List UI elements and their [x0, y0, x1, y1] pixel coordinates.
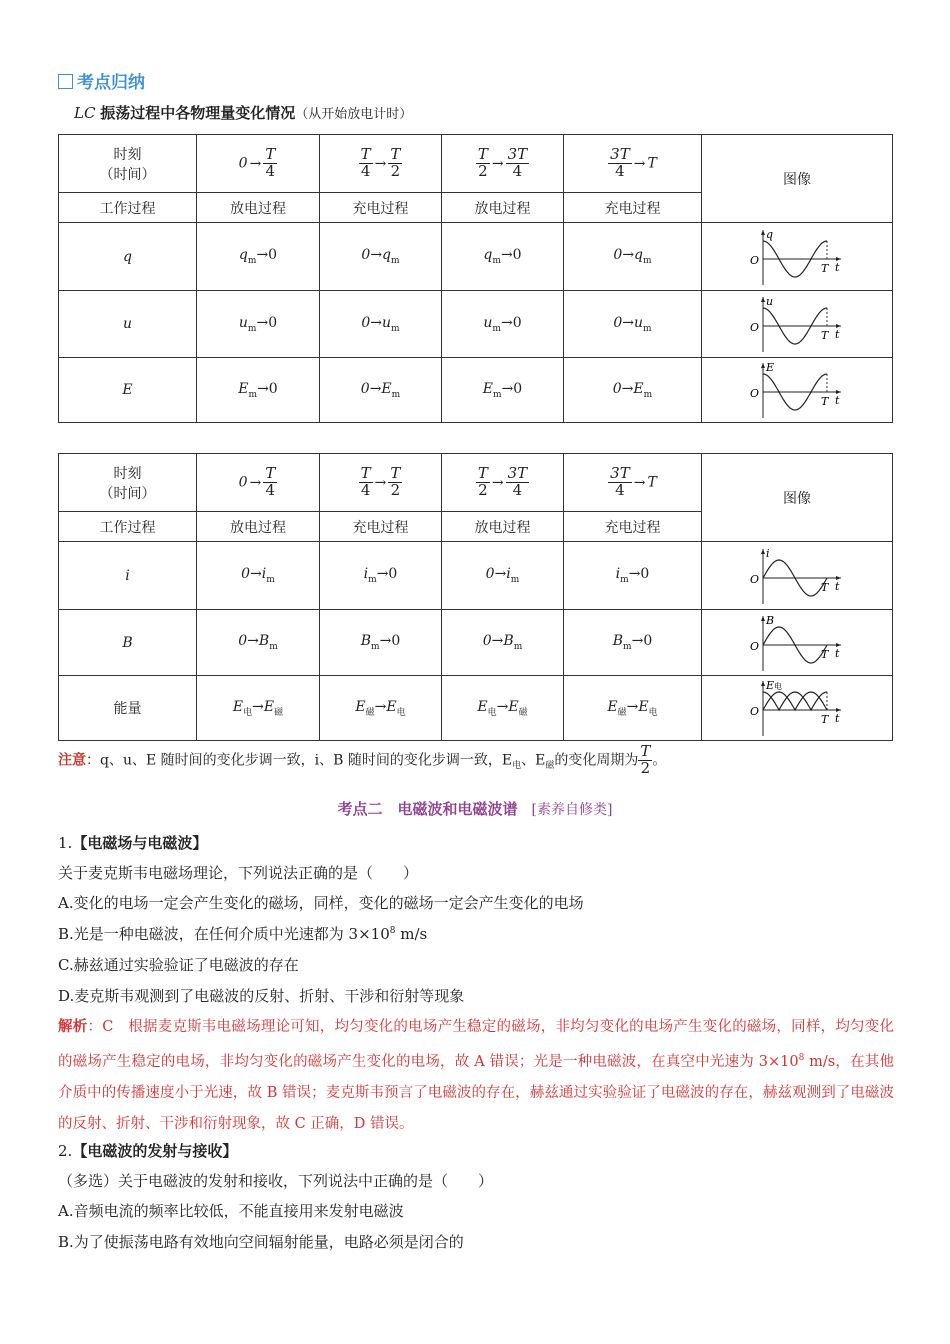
- svg-text:u: u: [766, 295, 774, 308]
- value-cell: $E_电\to E_磁$: [197, 676, 320, 741]
- process-cell: 放电过程: [442, 512, 564, 542]
- value-cell: $q_m\to 0$: [442, 223, 564, 291]
- value-cell: $0\to B_m$: [197, 610, 320, 676]
- interval-cell: $\frac{T}{4}$ → $\frac{T}{2}$: [320, 454, 442, 512]
- fraction: $\frac{T}{2}$: [390, 145, 401, 180]
- fraction: $\frac{T}{2}$: [477, 145, 488, 180]
- svg-text:B: B: [766, 613, 775, 627]
- value-cell: $u_m\to 0$: [197, 291, 320, 358]
- svg-text:t: t: [835, 260, 840, 274]
- value-cell: $q_m\to 0$: [197, 223, 320, 291]
- section-heading: 考点归纳: [58, 68, 145, 93]
- svg-text:E: E: [766, 361, 775, 374]
- svg-text:T: T: [821, 647, 829, 661]
- process-cell: 充电过程: [564, 193, 702, 223]
- process-cell: 充电过程: [564, 512, 702, 542]
- value-cell: $0\to u_m$: [320, 291, 442, 358]
- svg-text:O: O: [750, 253, 760, 267]
- process-cell: 放电过程: [197, 512, 320, 542]
- fraction: $\frac{T}{4}$: [360, 464, 371, 499]
- svg-text:T: T: [821, 329, 829, 342]
- q1-option-d: D.麦克斯韦观测到了电磁波的反射、折射、干涉和衍射等现象: [58, 987, 465, 1005]
- waveform-graph: [749, 227, 845, 287]
- value-cell: $E_磁\to E_电$: [320, 676, 442, 741]
- interval-cell: $\frac{3T}{4}$ → T: [564, 454, 702, 512]
- fraction: $\frac{T}{2}$: [477, 464, 488, 499]
- graph-cell: [702, 358, 893, 423]
- svg-text:T: T: [821, 261, 829, 275]
- waveform-graph: [749, 546, 845, 606]
- svg-text:t: t: [835, 579, 840, 593]
- fraction: $\frac{3T}{4}$: [507, 145, 528, 180]
- time-header: 时刻 （时间）: [59, 454, 197, 512]
- value-cell: $0\to B_m$: [442, 610, 564, 676]
- graph-cell: [702, 542, 893, 610]
- svg-text:O: O: [750, 321, 760, 334]
- image-header: 图像: [702, 454, 893, 542]
- table-row: [59, 610, 893, 676]
- svg-text:t: t: [835, 328, 840, 341]
- table-row: [59, 358, 893, 423]
- table-row: [59, 291, 893, 358]
- time-header: 时刻 （时间）: [59, 135, 197, 193]
- q1-stem: 关于麦克斯韦电磁场理论，下列说法正确的是（ ）: [58, 864, 419, 882]
- table-row: [59, 676, 893, 741]
- graph-cell: [702, 676, 893, 741]
- process-cell: 放电过程: [197, 193, 320, 223]
- svg-text:t: t: [835, 646, 840, 660]
- image-header: 图像: [702, 135, 893, 223]
- section2-title: 考点二 电磁波和电磁波谱 [素养自修类]: [337, 800, 613, 818]
- process-header: 工作过程: [59, 193, 197, 223]
- quantity-label: u: [59, 291, 197, 358]
- svg-text:O: O: [750, 387, 760, 400]
- graph-cell: [702, 610, 893, 676]
- fraction: $\frac{T}{2}$: [390, 464, 401, 499]
- waveform-graph: [749, 294, 845, 354]
- svg-text:t: t: [835, 394, 840, 407]
- q1-option-a: A.变化的电场一定会产生变化的磁场，同样，变化的磁场一定会产生变化的电场: [58, 894, 584, 912]
- value-cell: $0\to i_m$: [197, 542, 320, 610]
- value-cell: $0\to i_m$: [442, 542, 564, 610]
- table-row: [59, 542, 893, 610]
- process-cell: 充电过程: [320, 193, 442, 223]
- fraction: $\frac{3T}{4}$: [507, 464, 528, 499]
- lc-table-1: [58, 134, 893, 423]
- fraction: $\frac{T}{4}$: [265, 145, 276, 180]
- svg-text:O: O: [750, 639, 760, 653]
- quantity-label: i: [59, 542, 197, 610]
- process-cell: 充电过程: [320, 512, 442, 542]
- waveform-graph: [749, 360, 845, 420]
- svg-text:t: t: [835, 712, 840, 725]
- q2-stem: （多选）关于电磁波的发射和接收，下列说法中正确的是（ ）: [58, 1172, 494, 1190]
- graph-cell: [702, 223, 893, 291]
- quantity-label: q: [59, 223, 197, 291]
- value-cell: $B_m\to 0$: [320, 610, 442, 676]
- value-cell: $0\to q_m$: [564, 223, 702, 291]
- lc-table-2: [58, 453, 893, 741]
- value-cell: $i_m\to 0$: [320, 542, 442, 610]
- fraction: $\frac{3T}{4}$: [610, 464, 630, 499]
- table-row: [59, 223, 893, 291]
- quantity-label: 能量: [59, 676, 197, 741]
- waveform-graph: [749, 678, 845, 738]
- interval-cell: $\frac{T}{2}$ → $\frac{3T}{4}$: [442, 454, 564, 512]
- note: 注意：q、u、E 随时间的变化步调一致，i、B 随时间的变化步调一致，$E_电$、$E_磁$的变化周期为 $\frac{T}{2}$ 。: [58, 742, 667, 777]
- svg-text:T: T: [821, 713, 829, 726]
- process-header: 工作过程: [59, 512, 197, 542]
- fraction: $\frac{3T}{4}$: [610, 145, 630, 180]
- value-cell: $u_m\to 0$: [442, 291, 564, 358]
- value-cell: $0\to q_m$: [320, 223, 442, 291]
- value-cell: $E_m\to 0$: [442, 358, 564, 423]
- interval-cell: $\frac{3T}{4}$ → T: [564, 135, 702, 193]
- q1-option-b: B.光是一种电磁波，在任何介质中光速都为 $3\times 10^8$ m/s: [58, 925, 428, 943]
- svg-text:O: O: [750, 572, 760, 586]
- value-cell: $E_m\to 0$: [197, 358, 320, 423]
- value-cell: $0\to u_m$: [564, 291, 702, 358]
- svg-text:i: i: [766, 546, 770, 560]
- svg-text:E电: E电: [766, 679, 783, 692]
- quantity-label: E: [59, 358, 197, 423]
- q2-option-a: A.音频电流的频率比较低，不能直接用来发射电磁波: [58, 1202, 404, 1220]
- waveform-graph: [749, 613, 845, 673]
- interval-cell: 0 → $\frac{T}{4}$: [197, 135, 320, 193]
- analysis: 解析：C 根据麦克斯韦电磁场理论可知，均匀变化的电场产生稳定的磁场，非均匀变化的电场产生变化的磁场，同样，均匀变化的磁场产生稳定的电场，非均匀变化的磁场产生变化的电场，故 A 错误；光是一种电磁波，在真空中光速为 $3\times 10^8$ m/s，在其他介质中的传播速度小于光速，故 B 错误；麦克斯韦预言了电磁波的存在，赫兹通过实验验证了电磁波的存在，赫兹观测到了电磁波的反射、折射、干涉和衍射现象，故 C 正确，D 错误。: [58, 1019, 895, 1132]
- fraction: $\frac{T}{4}$: [360, 145, 371, 180]
- process-cell: 放电过程: [442, 193, 564, 223]
- fraction: $\frac{T}{4}$: [265, 464, 276, 499]
- value-cell: $E_电\to E_磁$: [442, 676, 564, 741]
- svg-text:q: q: [766, 227, 774, 241]
- q1-heading: 1.【电磁场与电磁波】: [58, 834, 208, 852]
- value-cell: $E_磁\to E_电$: [564, 676, 702, 741]
- svg-text:T: T: [821, 395, 829, 408]
- value-cell: $0\to E_m$: [564, 358, 702, 423]
- q2-heading: 2.【电磁波的发射与接收】: [58, 1142, 238, 1160]
- q1-option-c: C.赫兹通过实验验证了电磁波的存在: [58, 956, 299, 974]
- value-cell: $0\to E_m$: [320, 358, 442, 423]
- interval-cell: $\frac{T}{4}$ → $\frac{T}{2}$: [320, 135, 442, 193]
- graph-cell: [702, 291, 893, 358]
- value-cell: $B_m\to 0$: [564, 610, 702, 676]
- interval-cell: 0 → $\frac{T}{4}$: [197, 454, 320, 512]
- interval-cell: $\frac{T}{2}$ → $\frac{3T}{4}$: [442, 135, 564, 193]
- svg-text:T: T: [821, 580, 829, 594]
- q2-option-b: B.为了使振荡电路有效地向空间辐射能量，电路必须是闭合的: [58, 1233, 464, 1251]
- value-cell: $i_m\to 0$: [564, 542, 702, 610]
- quantity-label: B: [59, 610, 197, 676]
- table-title: LC 振荡过程中各物理量变化情况（从开始放电计时）: [74, 104, 413, 122]
- checkbox-icon: [58, 74, 73, 89]
- svg-text:O: O: [750, 705, 760, 718]
